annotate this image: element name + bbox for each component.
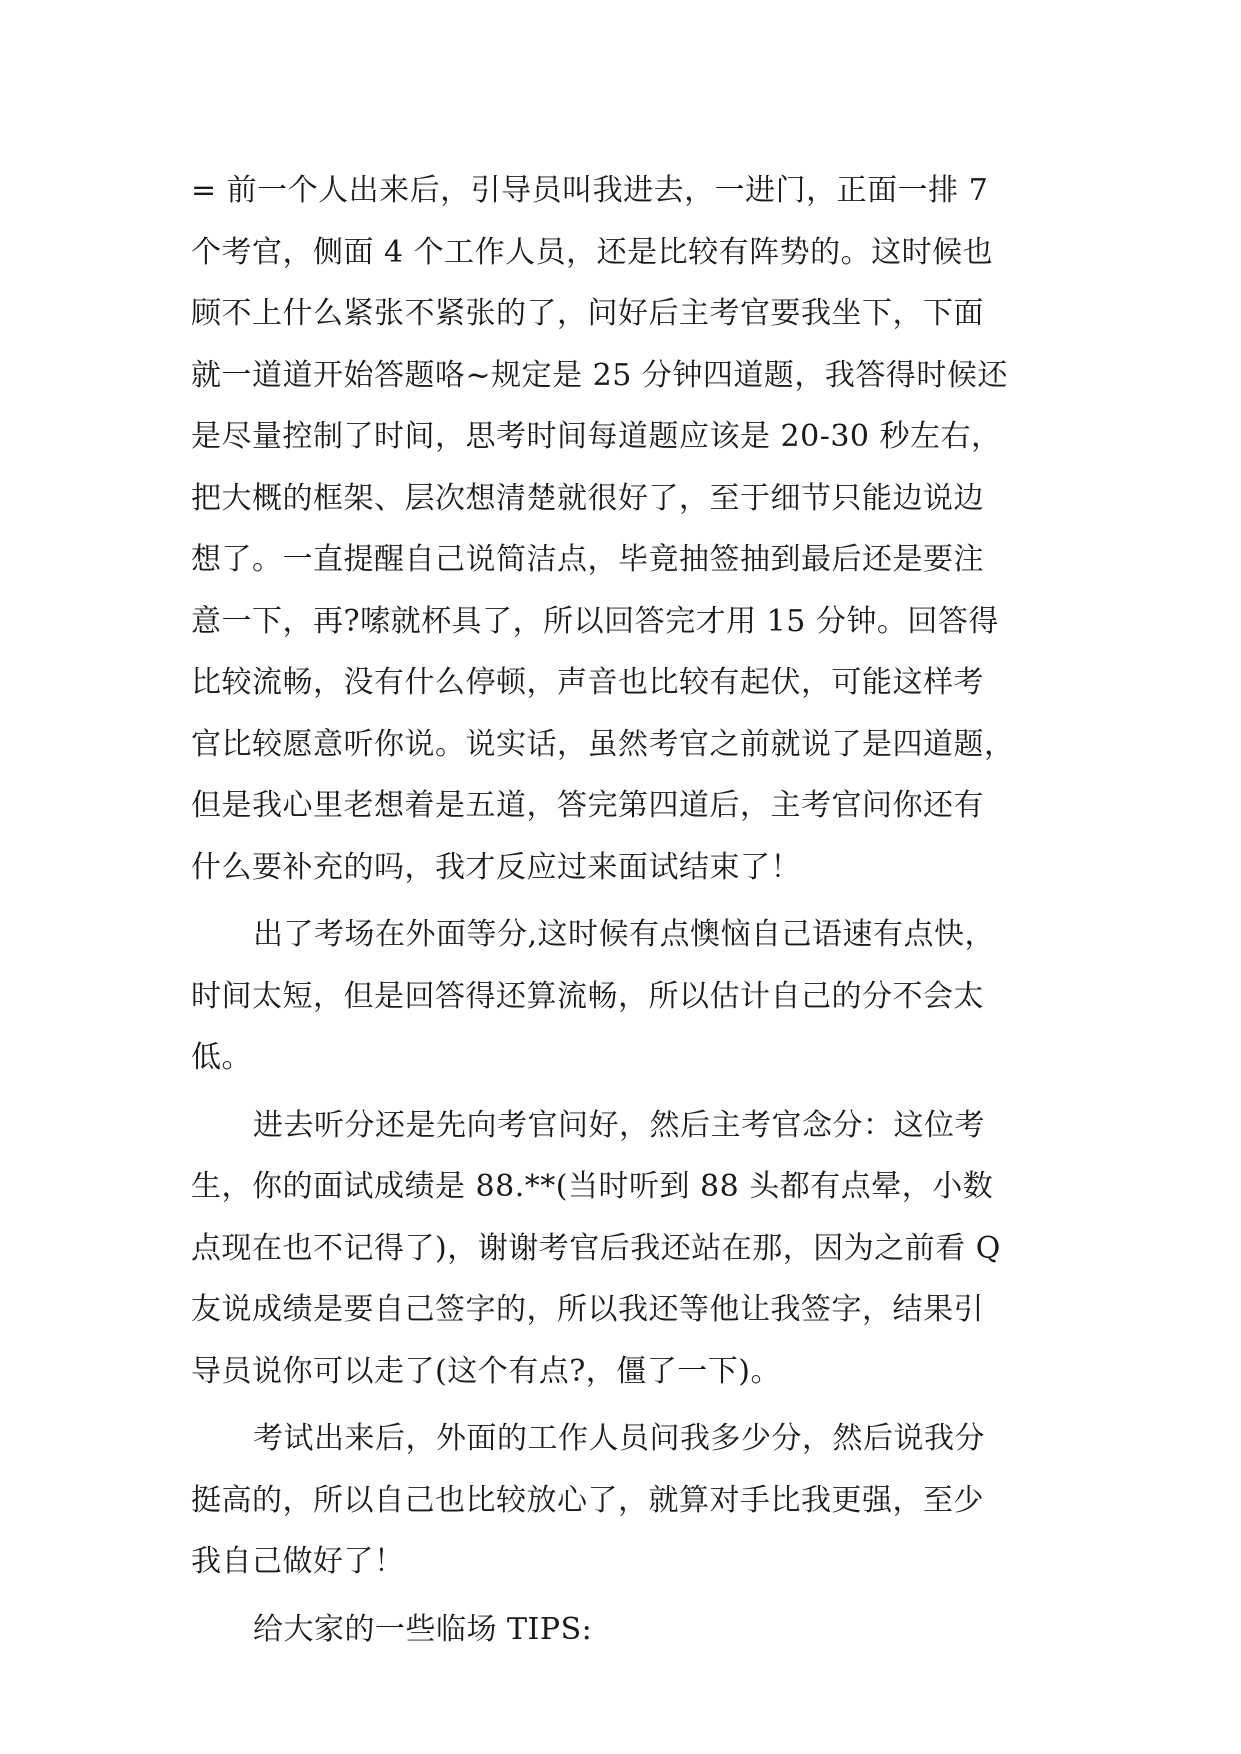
paragraph-1 [191,160,1049,898]
paragraph-5 [191,1599,1049,1661]
text-line: 给大家的一些临场 TIPS: [253,1611,593,1647]
text-line: 但是我心里老想着是五道，答完第四道后，主考官问你还有 [191,788,984,823]
document-body [191,160,1049,1660]
text-line: 点现在也不记得了)，谢谢考官后我还站在那，因为之前看 Q [191,1230,1001,1266]
text-line: 什么要补充的吗，我才反应过来面试结束了！ [191,849,801,885]
text-line: 是尽量控制了时间，思考时间每道题应该是 20-30 秒左右， [191,419,1002,454]
text-line: 顾不上什么紧张不紧张的了，问好后主考官要我坐下，下面 [191,296,984,331]
text-line: 友说成绩是要自己签字的，所以我还等他让我签字，结果引 [191,1292,984,1327]
text-line: 就一道道开始答题咯~规定是 25 分钟四道题，我答得时候还 [191,357,1008,393]
text-line: 考试出来后，外面的工作人员问我多少分，然后说我分 [253,1421,985,1456]
text-line: 挺高的，所以自己也比较放心了，就算对手比我更强，至少 [191,1482,984,1518]
text-line: = 前一个人出来后，引导员叫我进去，一进门，正面一排 7 [191,173,989,208]
text-line: 进去听分还是先向考官问好，然后主考官念分：这位考 [253,1107,985,1143]
text-line: 出了考场在外面等分,这时候有点懊恼自己语速有点快， [253,917,996,952]
text-line: 意一下，再?嗦就杯具了，所以回答完才用 15 分钟。回答得 [191,603,999,639]
text-line: 低。 [191,1040,252,1075]
text-line: 官比较愿意听你说。说实话，虽然考官之前就说了是四道题， [191,726,1015,762]
paragraph-2 [191,904,1049,1089]
text-line: 我自己做好了！ [191,1544,405,1579]
paragraph-3 [191,1095,1049,1403]
text-line: 生，你的面试成绩是 88.**(当时听到 88 头都有点晕，小数 [191,1169,994,1204]
text-line: 个考官，侧面 4 个工作人员，还是比较有阵势的。这时候也 [191,234,994,270]
paragraph-4 [191,1408,1049,1593]
text-line: 导员说你可以走了(这个有点?，僵了一下)。 [191,1353,781,1389]
text-line: 时间太短，但是回答得还算流畅，所以估计自己的分不会太 [191,978,984,1014]
text-line: 把大概的框架、层次想清楚就很好了，至于细节只能边说边 [191,480,984,516]
text-line: 比较流畅，没有什么停顿，声音也比较有起伏，可能这样考 [191,665,984,700]
text-line: 想了。一直提醒自己说简洁点，毕竟抽签抽到最后还是要注 [191,542,984,577]
